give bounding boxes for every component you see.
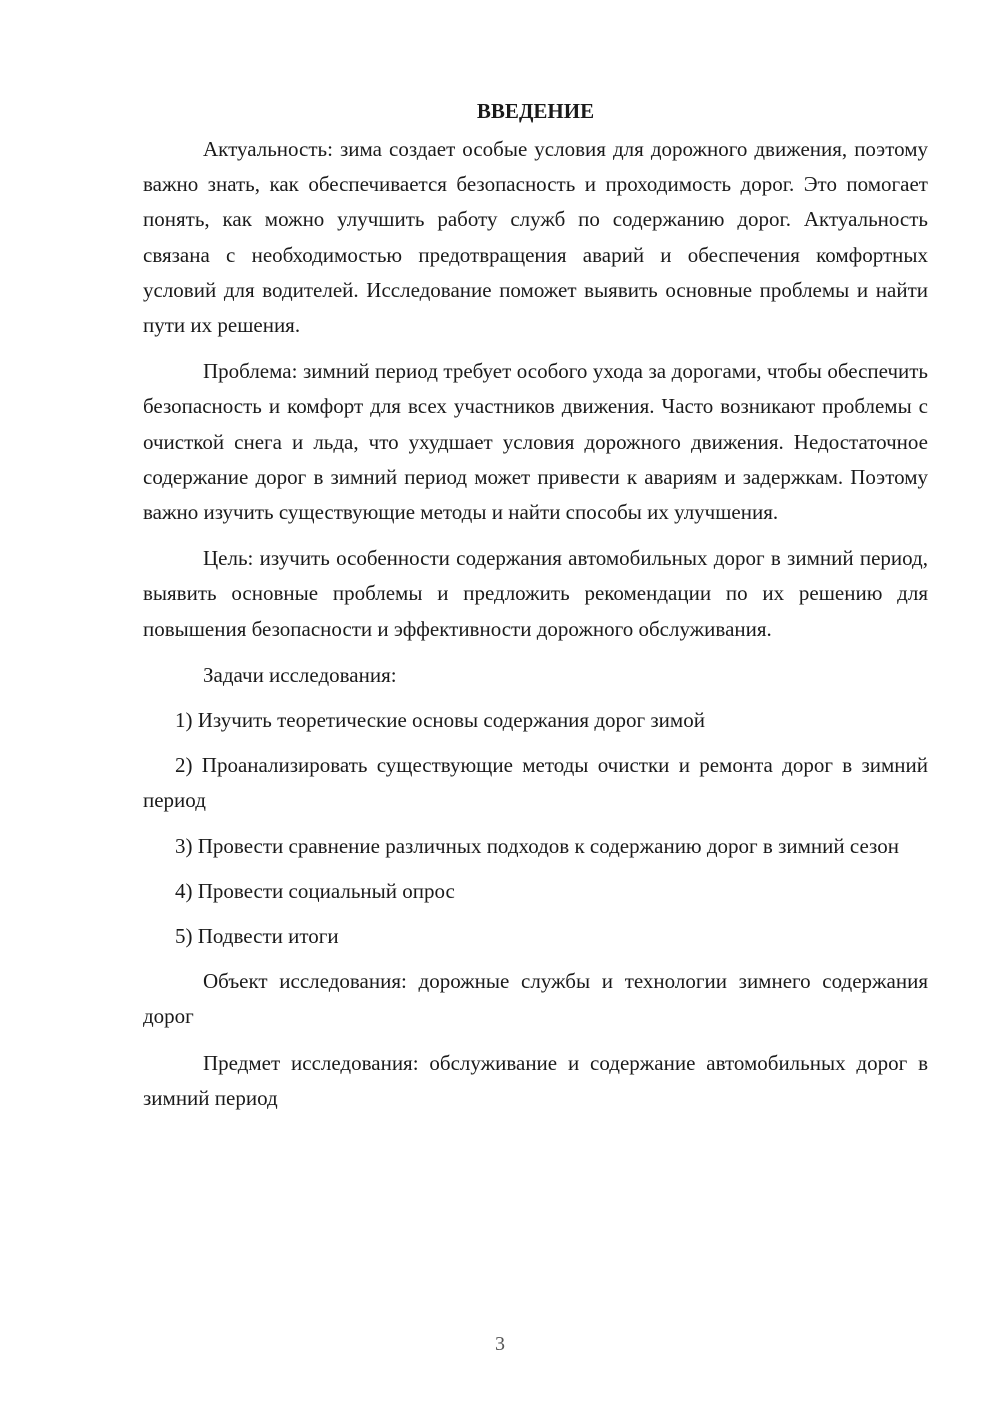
document-page (143, 96, 928, 1127)
task-item-1: 1) Изучить теоретические основы содержания дорог зимой (175, 708, 705, 733)
page-title: ВВЕДЕНИЕ (476, 99, 595, 123)
page-number: 3 (495, 1333, 505, 1355)
task-item-4: 4) Провести социальный опрос (175, 878, 455, 903)
problem-paragraph: Проблема: зимний период требует особого ухода за дорогами, чтобы обеспечить безопасность и комфорт для всех участников движения. Часто возникают проблемы с очисткой снега и льда, что ухудшает условия дорожного движения. Недостаточное содержание дорог в зимний период может привести к авариям и задержкам. Поэтому важно изучить существующие методы и найти способы их улучшения. (143, 359, 928, 525)
tasks-heading: Задачи исследования: (203, 662, 397, 687)
task-item-3: 3) Провести сравнение различных подходов к содержанию дорог в зимний сезон (175, 833, 899, 858)
subject-paragraph: Предмет исследования: обслуживание и содержание автомобильных дорог в зимний период (143, 1050, 928, 1110)
object-paragraph: Объект исследования: дорожные службы и технологии зимнего содержания дорог (143, 969, 928, 1029)
goal-paragraph: Цель: изучить особенности содержания автомобильных дорог в зимний период, выявить основные проблемы и предложить рекомендации по их решению для повышения безопасности и эффективности дорожного обслуживания. (143, 546, 928, 641)
relevance-paragraph: Актуальность: зима создает особые условия для дорожного движения, поэтому важно знать, как обеспечивается безопасность и проходимость дорог. Это помогает понять, как можно улучшить работу служб по содержанию дорог. Актуальность связана с необходимостью предотвращения аварий и обеспечения комфортных условий для водителей. Исследование поможет выявить основные проблемы и найти пути их решения. (143, 137, 928, 338)
task-item-2: 2) Проанализировать существующие методы очистки и ремонта дорог в зимний период (143, 753, 928, 813)
tasks-list (143, 703, 928, 954)
task-item-5: 5) Подвести итоги (175, 924, 339, 949)
